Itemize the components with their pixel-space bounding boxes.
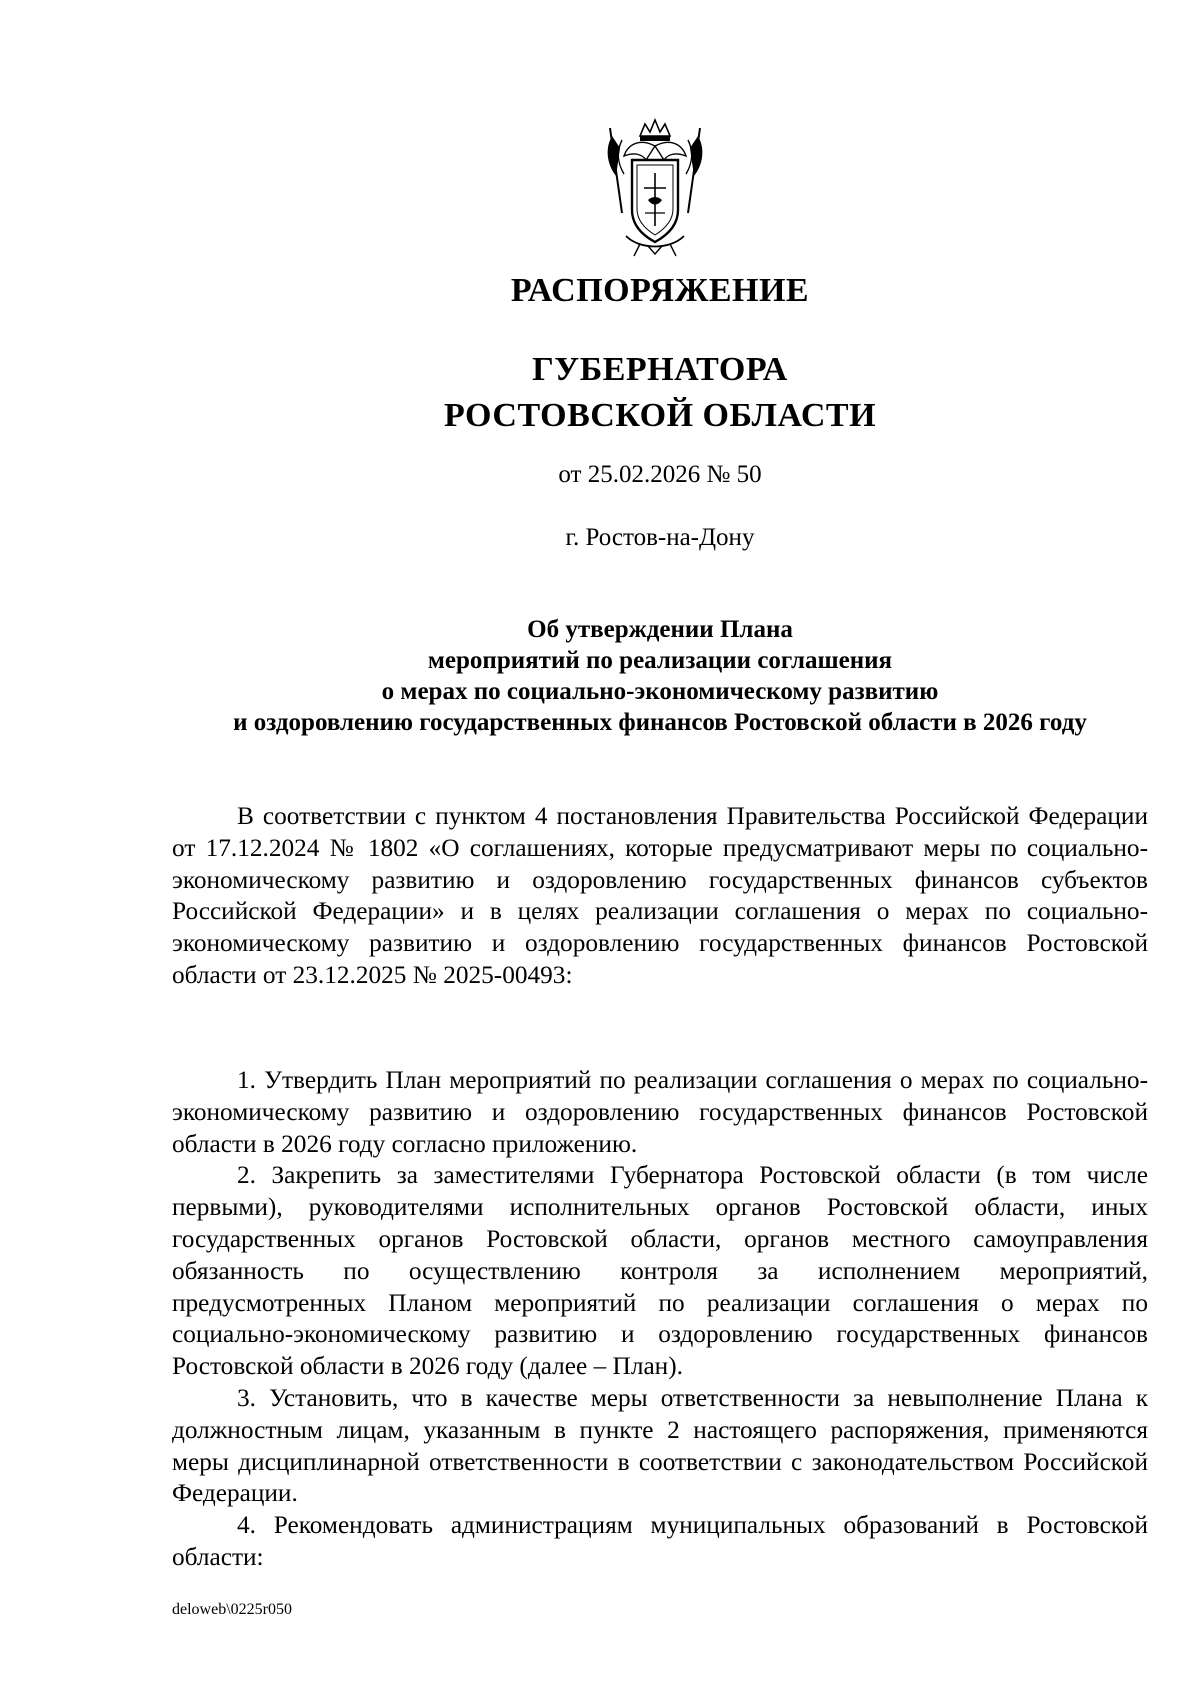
document-type-title: РАСПОРЯЖЕНИЕ (510, 272, 810, 309)
order-item-4: 4. Рекомендовать администрациям муниципальных образований в Ростовской области: (172, 1511, 1148, 1571)
order-item-2: 2. Закрепить за заместителями Губернатора Ростовской области (в том числе первыми), руководителями исполнительных органов Ростовской области, иных государственных органов Ростовской области, органов местного самоуправления обязанность по осуществлению контроля за исполнением мероприятий, предусмотренных Планом мероприятий по реализации соглашения о мерах по социально-экономическому развитию и оздоровлению государственных финансов Ростовской области в 2026 году (далее – План). (172, 1161, 1148, 1381)
order-items (172, 1065, 1148, 1574)
subject-line-1: Об утверждении Плана (527, 616, 793, 643)
document-footer-code: deloweb\0225r050 (172, 1601, 292, 1618)
preamble (172, 801, 1148, 992)
issuer-title (0, 347, 1200, 439)
subject-line-4: и оздоровлению государственных финансов Ростовской области в 2026 году (233, 709, 1087, 736)
subject-line-3: о мерах по социально-экономическому развитию (381, 678, 939, 705)
coat-of-arms-icon (600, 118, 710, 258)
subject-line-2: мероприятий по реализации соглашения (427, 647, 893, 674)
document-subject (0, 614, 1200, 738)
order-item-3: 3. Установить, что в качестве меры ответственности за невыполнение Плана к должностным лицам, указанным в пункте 2 настоящего распоряжения, применяются меры дисциплинарной ответственности в соответствии с законодательством Российской Федерации. (172, 1383, 1148, 1508)
issuer-line-2: РОСТОВСКОЙ ОБЛАСТИ (443, 397, 877, 434)
issuer-line-1: ГУБЕРНАТОРА (532, 351, 788, 388)
order-item-1: 1. Утвердить План мероприятий по реализации соглашения о мерах по социально-экономическому развитию и оздоровлению государственных финансов Ростовской области в 2026 году согласно приложению. (172, 1066, 1148, 1158)
document-city: г. Ростов-на-Дону (565, 524, 755, 551)
document-date-number: от 25.02.2026 № 50 (558, 461, 762, 488)
preamble-paragraph: В соответствии с пунктом 4 постановления Правительства Российской Федерации от 17.12.2024 № 1802 «О соглашениях, которые предусматривают меры по социально-экономическому развитию и оздоровлению государственных финансов субъектов Российской Федерации» и в целях реализации соглашения о мерах по социально-экономическому развитию и оздоровлению государственных финансов Ростовской области от 23.12.2025 № 2025-00493: (172, 802, 1148, 989)
